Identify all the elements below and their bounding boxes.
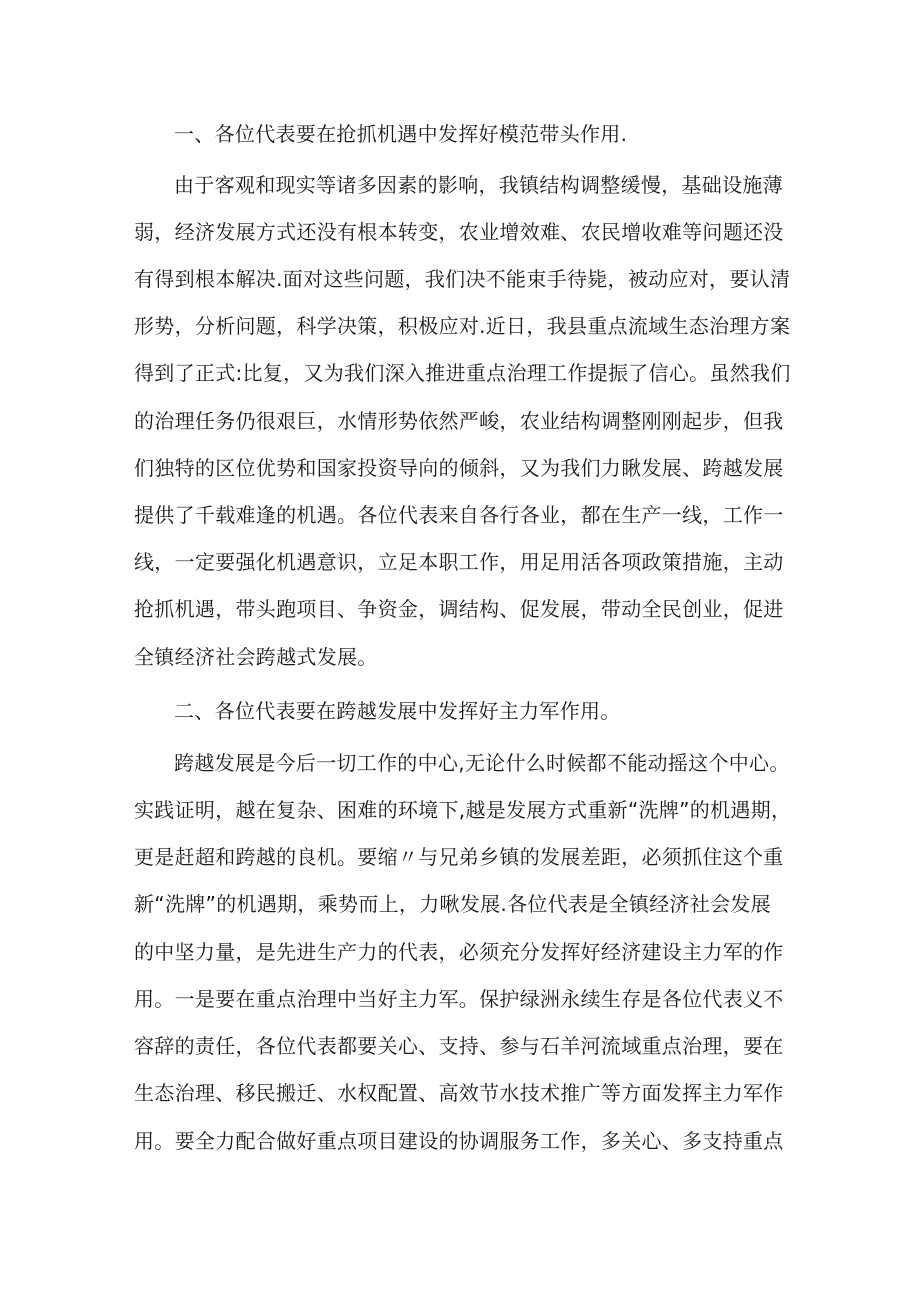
paragraph-line: 新“洗牌”的机遇期，乘势而上，力啾发展.各位代表是全镇经济社会发展	[134, 892, 771, 916]
paragraph-line: 跨越发展是今后一切工作的中心,无论什么时候都不能动摇这个中心。	[174, 751, 790, 775]
paragraph-line: 的治理任务仍很艰巨，水情形势依然严峻，农业结构调整刚刚起步，但我	[134, 409, 784, 433]
paragraph-line: 得到了正式:比复，又为我们深入推进重点治理工作提振了信心。虽然我们	[134, 361, 791, 385]
paragraph-line: 由于客观和现实等诸多因素的影响，我镇结构调整缓慢，基础设施薄	[174, 173, 783, 197]
paragraph-line: 更是赶超和跨越的良机。要缩〃与兄弟乡镇的发展差距，必须抓住这个重	[134, 845, 784, 869]
paragraph-line: 有得到根本解决.面对这些问题，我们决不能束手待毙，被动应对，要认清	[134, 267, 791, 291]
paragraph-line: 线，一定要强化机遇意识，立足本职工作，用足用活各项政策措施，主动	[134, 550, 784, 574]
paragraph-line: 抢抓机遇，带头跑项目、争资金，调结构、促发展，带动全民创业，促进	[134, 597, 784, 621]
paragraph-line: 实践证明，越在复杂、困难的环境下,越是发展方式重新“洗牌”的机遇期，	[134, 798, 792, 822]
paragraph-line: 生态治理、移民搬迁、水权配置、高效节水技术推广等方面发挥主力军作	[134, 1081, 784, 1105]
paragraph-line: 容辞的责任，各位代表都要关心、支持、参与石羊河流域重点治理，要在	[134, 1034, 784, 1058]
section-2-heading: 二、各位代表要在跨越发展中发挥好主力军作用。	[174, 699, 621, 723]
paragraph-line: 全镇经济社会跨越式发展。	[134, 645, 378, 669]
paragraph-line: 的中坚力量，是先进生产力的代表，必须充分发挥好经济建设主力军的作	[134, 940, 784, 964]
paragraph-line: 用。要全力配合做好重点项目建设的协调服务工作，多关心、多支持重点	[134, 1129, 784, 1153]
paragraph-line: 形势，分析问题，科学决策，积极应对.近日，我县重点流域生态治理方案	[134, 314, 791, 338]
section-1-heading: 一、各位代表要在抢抓机遇中发挥好模范带头作用.	[174, 122, 628, 146]
paragraph-line: 用。一是要在重点治理中当好主力军。保护绿洲永续生存是各位代表义不	[134, 987, 784, 1011]
paragraph-line: 们独特的区位优势和国家投资导向的倾斜，又为我们力瞅发展、跨越发展	[134, 456, 784, 480]
paragraph-line: 弱，经济发展方式还没有根本转变，农业增效难、农民增收难等问题还没	[134, 220, 784, 244]
paragraph-line: 提供了千载难逢的机遇。各位代表来自各行各业，都在生产一线，工作一	[134, 503, 784, 527]
